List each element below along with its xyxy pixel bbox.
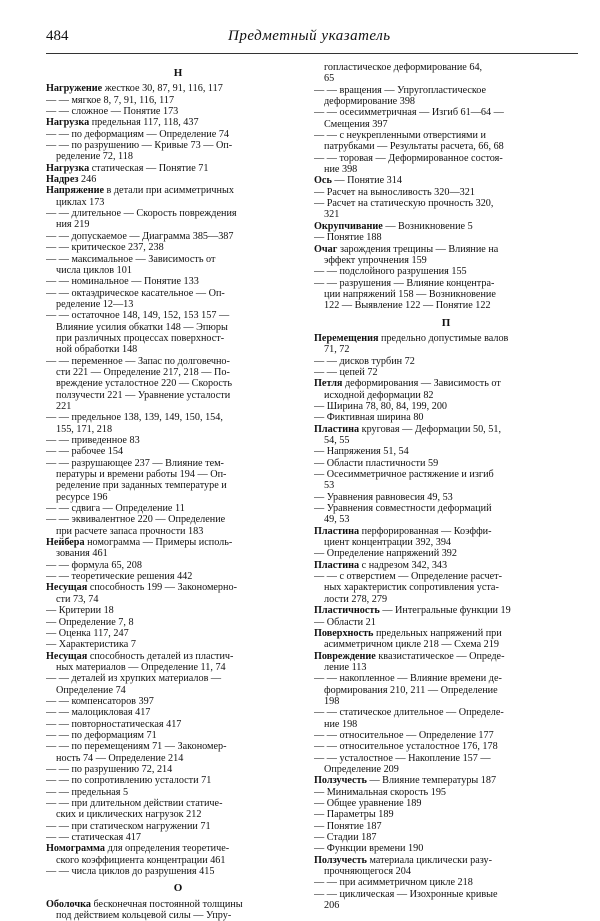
index-subentry: — — разрушения — Влияние концентра- [314, 277, 495, 289]
index-continuation: 65 [324, 73, 335, 85]
index-subentry: — Критерии 18 [46, 605, 114, 617]
index-entry-text: предельных напряжений при [373, 627, 502, 639]
index-subentry: — — малоцикловая 417 [46, 707, 151, 719]
index-entry [46, 163, 310, 174]
index-continuation: патрубками — Результаты расчета, 66, 68 [324, 141, 504, 153]
index-continuation: 49, 53 [324, 514, 350, 526]
index-subentry: — — мягкое 8, 7, 91, 116, 117 [46, 94, 175, 106]
index-entry [314, 424, 578, 435]
index-subentry: — — разрушающее 237 — Влияние тем- [46, 457, 224, 469]
index-term: Нейбера [46, 537, 85, 549]
index-continuation: ность 74 — Определение 214 [56, 752, 184, 764]
index-entry-text: круговая — Деформации 50, 51, [359, 423, 501, 435]
index-subentry: — — вращения — Упругопластическое [314, 84, 487, 96]
index-subentry: — — номинальное — Понятие 133 [46, 276, 199, 288]
index-subentry: — — по деформациям 71 [46, 729, 157, 741]
index-term: Номограмма [46, 843, 106, 855]
index-term: Ось [314, 175, 332, 187]
index-term: Петля [314, 378, 343, 390]
index-subentry: — — максимальное — Зависимость от [46, 253, 216, 265]
index-continuation: Определение 209 [324, 763, 399, 775]
index-entry-text: в детали при асимметричных [103, 185, 234, 197]
index-subentry: — — по разрушению — Кривые 73 — Оп- [46, 140, 233, 152]
index-subentry: — — по разрушению 72, 214 [46, 763, 173, 775]
index-continuation: ния 219 [56, 219, 90, 231]
index-continuation: 71, 72 [324, 344, 350, 356]
index-entry-text: — Возникновение 5 [382, 220, 473, 232]
index-subentry: — — сложное — Понятие 173 [46, 106, 179, 118]
index-continuation: ползучести 221 — Уравнение усталости [56, 389, 231, 401]
index-entry-text: статическая — Понятие 71 [89, 162, 209, 174]
index-subentry: — — деталей из хрупких материалов — [46, 673, 222, 685]
index-subentry: — — по деформациям — Определение 74 [46, 128, 230, 140]
index-entry-text: зарождения трещины — Влияние на [337, 243, 499, 255]
index-continuation: ции напряжений 158 — Возникновение [324, 288, 496, 300]
index-continuation: 206 [324, 900, 340, 912]
index-entry-text: перфорированная — Коэффи- [359, 525, 492, 537]
index-entry-text: способность 199 — Закономерно- [87, 582, 237, 594]
index-term: Нагрузка [46, 162, 90, 174]
index-continuation: деформирование 398 [324, 96, 416, 108]
section-letter: П [441, 316, 451, 329]
index-continuation: ных характеристик сопротивления уста- [324, 582, 499, 594]
index-subentry: — Уравнения совместности деформаций [314, 503, 492, 515]
index-subentry: — Понятие 188 [314, 232, 382, 244]
index-continuation: 198 [324, 695, 340, 707]
index-continuation: сти 73, 74 [56, 593, 99, 605]
index-entry-text: — Понятие 314 [331, 175, 402, 187]
index-continuation: гопластическое деформирование 64, [324, 62, 483, 73]
index-subentry: — — сдвига — Определение 11 [46, 503, 185, 515]
index-continuation: пературы и времени работы 194 — Оп- [56, 469, 227, 481]
index-entry [314, 775, 578, 786]
index-continuation: исходной деформации 82 [324, 389, 434, 401]
index-subentry: — — осесимметричная — Изгиб 61—64 — [314, 107, 504, 119]
index-subentry: — Оценка 117, 247 [46, 627, 129, 639]
index-entry-text: способность деталей из пластич- [87, 650, 234, 662]
index-column-left [46, 62, 310, 921]
index-subentry: — — предельная 5 [46, 786, 129, 798]
index-entry-text: материала циклически разу- [366, 854, 493, 866]
index-term: Пластина [314, 559, 360, 571]
index-subentry: — — октаэдрическое касательное — Оп- [46, 287, 225, 299]
index-term: Оболочка [46, 898, 91, 910]
index-continuation: ных материалов — Определение 11, 74 [56, 661, 226, 673]
index-subentry: — — остаточное 148, 149, 152, 153 157 — [46, 310, 230, 322]
index-entry [314, 526, 578, 537]
index-continuation: ной обработки 148 [56, 344, 138, 356]
index-entry-text: 246 [78, 174, 97, 186]
index-continuation: прочняющегося 204 [324, 866, 411, 878]
index-continuation: Определение 74 [56, 684, 126, 696]
index-continuation: при различных процессах поверхност- [56, 332, 225, 344]
index-term: Нагрузка [46, 117, 90, 129]
header-rule [46, 53, 578, 54]
index-entry [46, 843, 310, 854]
index-continuation: ределение 12—13 [56, 298, 134, 310]
index-subentry: — Области 21 [314, 616, 376, 628]
index-subentry: — Стадии 187 [314, 832, 377, 844]
index-term: Повреждение [314, 650, 376, 662]
index-subentry: — — статическое длительное — Определе- [314, 707, 504, 719]
index-entry [46, 117, 310, 128]
index-subentry: — — теоретические решения 442 [46, 571, 193, 583]
index-subentry: — — подслойного разрушения 155 [314, 266, 467, 278]
index-subentry: — Функции времени 190 [314, 843, 424, 855]
index-continuation: ние 198 [324, 718, 358, 730]
index-subentry: — Расчет на выносливость 320—321 [314, 186, 475, 198]
index-entry-text: — Интегральные функции 19 [379, 605, 511, 617]
index-entry-text: жесткое 30, 87, 91, 116, 117 [102, 83, 223, 95]
index-term: Ползучесть [314, 854, 367, 866]
index-subentry: — Минимальная скорость 195 [314, 786, 447, 798]
index-subentry: — Области пластичности 59 [314, 457, 439, 469]
index-subentry: — — переменное — Запас по долговечно- [46, 355, 230, 367]
index-subentry: — — статическая 417 [46, 832, 141, 844]
index-term: Перемещения [314, 332, 379, 344]
index-entry [314, 651, 578, 662]
index-subentry: — Уравнения равновесия 49, 53 [314, 491, 453, 503]
index-continuation: под действием кольцевой силы — Упру- [56, 910, 232, 921]
index-entry [46, 537, 310, 548]
index-subentry: — Определение 7, 8 [46, 616, 134, 628]
index-entry [46, 651, 310, 662]
index-subentry: — — при статическом нагружении 71 [46, 820, 211, 832]
index-entry [46, 899, 310, 910]
index-continuation: Смещения 397 [324, 118, 388, 130]
index-subentry: — — допускаемое — Диаграмма 385—387 [46, 230, 234, 242]
index-subentry: — Осесимметричное растяжение и изгиб [314, 469, 494, 481]
index-continuation: зования 461 [56, 548, 108, 560]
index-subentry: — — относительное усталостное 176, 178 [314, 741, 498, 753]
index-entry [314, 378, 578, 389]
index-subentry: — — предельное 138, 139, 149, 150, 154, [46, 412, 223, 424]
index-entry [46, 185, 310, 196]
index-entry-text: деформирования — Зависимость от [342, 378, 501, 390]
index-subentry: — — по сопротивлению усталости 71 [46, 775, 212, 787]
index-term: Пластичность [314, 605, 380, 617]
index-continuation: ресурсе 196 [56, 491, 108, 503]
index-continuation: ределение 72, 118 [56, 151, 133, 163]
index-entry-text: предельная 117, 118, 437 [89, 117, 199, 129]
running-title: Предметный указатель [228, 28, 391, 44]
index-subentry: — — дисков турбин 72 [314, 355, 415, 367]
index-continuation: при расчете запаса прочности 183 [56, 525, 204, 537]
index-continuation: эффект упрочнения 159 [324, 254, 427, 266]
index-subentry: — Характеристика 7 [46, 639, 136, 651]
index-term: Несущая [46, 650, 88, 662]
index-continuation: формирования 210, 211 — Определение [324, 684, 498, 696]
index-continuation: 122 — Выявление 122 — Понятие 122 [324, 300, 491, 312]
index-entry [314, 560, 578, 571]
index-subentry: — — цепей 72 [314, 366, 378, 378]
index-subentry: — — накопленное — Влияние времени де- [314, 673, 502, 685]
index-term: Пластина [314, 525, 360, 537]
index-continuation: циклах 173 [56, 196, 105, 208]
index-subentry: — — приведенное 83 [46, 435, 140, 446]
index-term: Поверхность [314, 627, 374, 639]
index-subentry: — — при асимметричном цикле 218 [314, 877, 473, 889]
index-subentry: — Фиктивная ширина 80 [314, 412, 424, 424]
index-subentry: — Общее уравнение 189 [314, 798, 422, 809]
index-subentry: — — с отверстием — Определение расчет- [314, 571, 502, 583]
index-entry [46, 582, 310, 593]
index-entry-text: — Влияние температуры 187 [366, 775, 497, 787]
index-subentry: — — формула 65, 208 [46, 559, 142, 571]
index-entry [46, 83, 310, 94]
index-subentry: — — компенсаторов 397 [46, 695, 154, 707]
index-subentry: — — эквивалентное 220 — Определение [46, 514, 226, 526]
index-subentry: — — торовая — Деформированное состоя- [314, 152, 503, 164]
index-subentry: — Расчет на статическую прочность 320, [314, 198, 494, 210]
index-continuation: 155, 171, 218 [56, 423, 113, 435]
index-subentry: — — циклическая — Изохронные кривые [314, 888, 498, 900]
index-continuation: сти 221 — Определение 217, 218 — По- [56, 366, 230, 378]
index-subentry: — — при длительном действии статиче- [46, 798, 223, 809]
index-term: Пластина [314, 423, 360, 435]
index-subentry: — Напряжения 51, 54 [314, 446, 409, 458]
index-continuation: ских и циклических нагрузок 212 [56, 809, 202, 821]
index-subentry: — Понятие 187 [314, 820, 382, 832]
index-term: Напряжение [46, 185, 104, 197]
index-continuation: ского коэффициента концентрации 461 [56, 854, 226, 866]
index-continuation: ределение при заданных температуре и [56, 480, 227, 492]
index-subentry: — — критическое 237, 238 [46, 242, 164, 254]
index-continuation: Влияние усилия обкатки 148 — Эпюры [56, 321, 228, 333]
index-subentry: — — длительное — Скорость повреждения [46, 208, 237, 220]
index-continuation: асимметричном цикле 218 — Схема 219 [324, 639, 499, 651]
index-entry-text: бесконечная постоянной толщины [90, 898, 243, 910]
index-continuation: циент концентрации 392, 394 [324, 537, 452, 549]
section-letter: О [173, 882, 183, 895]
index-term: Ползучесть [314, 775, 367, 787]
index-continuation: 53 [324, 480, 335, 492]
index-continuation: ление 113 [324, 661, 367, 673]
index-subentry: — — рабочее 154 [46, 446, 124, 458]
index-entry-text: квазистатическое — Опреде- [375, 650, 505, 662]
index-subentry: — — усталостное — Накопление 157 — [314, 752, 491, 764]
index-entry [314, 605, 578, 616]
index-term: Очаг [314, 243, 338, 255]
index-subentry: — Определение напряжений 392 [314, 548, 457, 560]
index-term: Несущая [46, 582, 88, 594]
index-entry [314, 221, 578, 232]
index-continuation: вреждение усталостное 220 — Скорость [56, 378, 233, 390]
index-subentry: — — с неукрепленными отверстиями и [314, 130, 486, 142]
index-entry [314, 333, 578, 344]
index-entry-text: с надрезом 342, 343 [359, 559, 448, 571]
index-entry [314, 175, 578, 186]
index-term: Окрупчивание [314, 220, 383, 232]
index-continuation: лости 278, 279 [324, 593, 388, 605]
index-subentry: — Параметры 189 [314, 809, 394, 821]
index-continuation: ние 398 [324, 164, 358, 176]
index-entry-text: предельно допустимые валов [378, 332, 509, 344]
index-continuation: 321 [324, 209, 340, 221]
page-header [46, 28, 572, 50]
index-entry [314, 244, 578, 255]
index-subentry: — Ширина 78, 80, 84, 199, 200 [314, 400, 448, 412]
index-subentry: — — по перемещениям 71 — Закономер- [46, 741, 227, 753]
index-subentry: — — числа циклов до разрушения 415 [46, 866, 215, 878]
index-entry [46, 174, 310, 185]
index-continuation: 54, 55 [324, 435, 350, 446]
index-entry [314, 855, 578, 866]
index-continuation: 221 [56, 400, 72, 412]
index-subentry: — — повторностатическая 417 [46, 718, 182, 730]
index-term: Нагружение [46, 83, 103, 95]
page-number: 484 [46, 28, 69, 44]
index-column-right [314, 62, 578, 911]
index-continuation: числа циклов 101 [56, 264, 132, 276]
index-entry-text: для определения теоретиче- [105, 843, 230, 855]
index-entry-text: номограмма — Примеры исполь- [84, 537, 233, 549]
index-term: Надрез [46, 174, 79, 186]
index-entry [314, 628, 578, 639]
index-subentry: — — относительное — Определение 177 [314, 729, 494, 741]
section-letter: Н [173, 67, 183, 79]
